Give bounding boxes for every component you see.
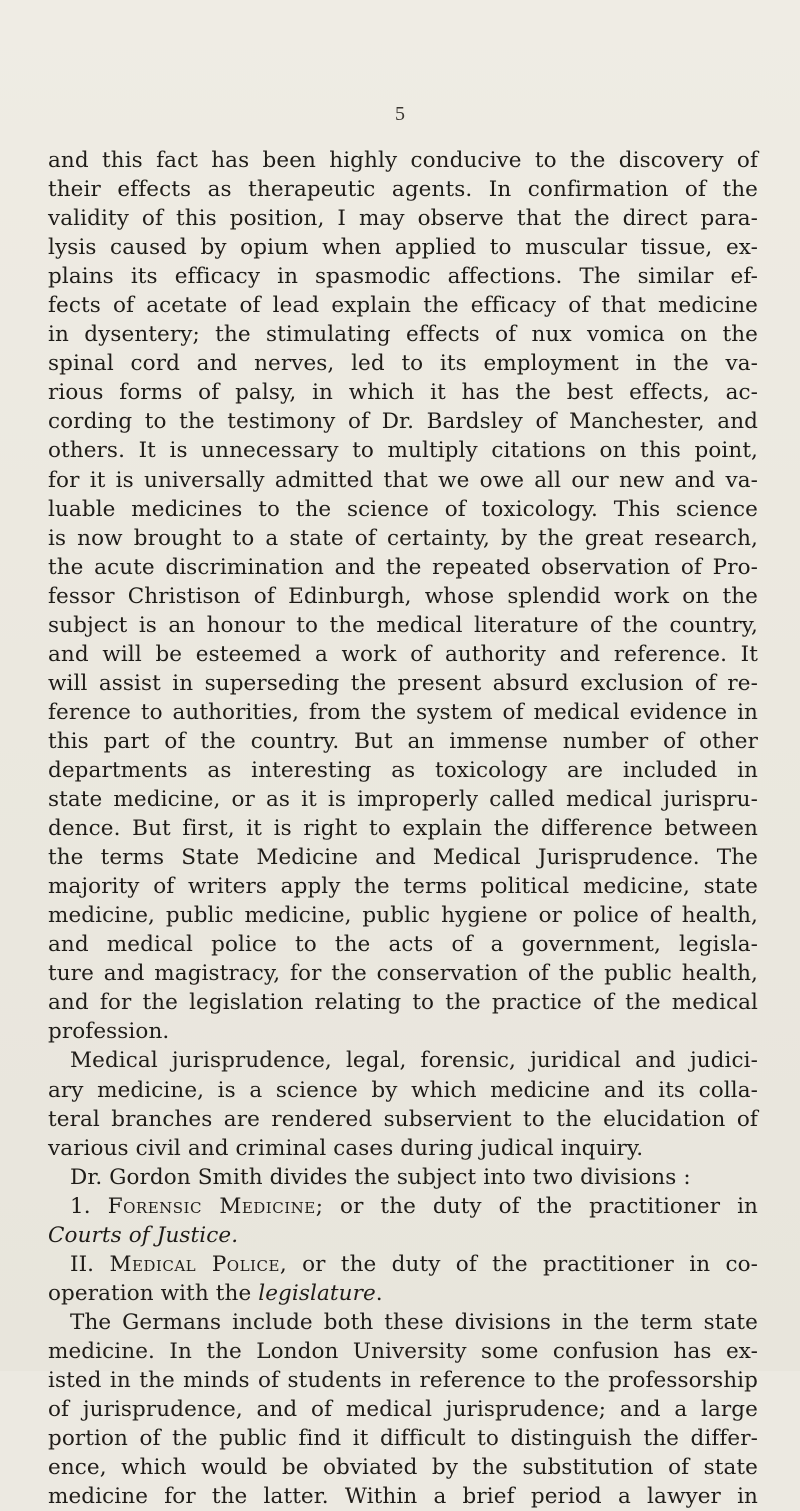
text-line: spinal cord and nerves, led to its employment in the va- [48,351,758,377]
text-line: state medicine, or as it is improperly called medical jurispru- [48,787,758,813]
page-number: 5 [395,103,405,125]
text-line: others. It is unnecessary to multiply citations on this point, [48,438,758,464]
text-line: isted in the minds of students in reference to the professorship [48,1367,758,1393]
text-line: Medical jurisprudence, legal, forensic, juridical and judici- [70,1048,758,1074]
text-line: and will be esteemed a work of authority and reference. It [48,641,758,667]
text-line: fessor Christison of Edinburgh, whose splendid work on the [48,583,758,609]
division-two-line [48,1250,758,1279]
text-line: various civil and criminal cases during judical inquiry. [48,1135,644,1161]
division-one-name: Forensic Medicine [107,1193,316,1219]
division-two-italic: legislature [258,1280,376,1306]
body-text [48,146,758,1511]
text-line: this part of the country. But an immense number of other [48,728,758,754]
division-one-line [48,1192,758,1221]
text-line: Dr. Gordon Smith divides the subject into two divisions : [70,1164,691,1190]
text-line: plains its efficacy in spasmodic affections. The similar ef- [48,264,758,290]
text-line: medicine, public medicine, public hygiene or police of health, [48,903,758,929]
text-line: medicine. In the London University some confusion has ex- [48,1338,758,1364]
text-line: rious forms of palsy, in which it has the best effects, ac- [48,380,758,406]
text-line: The Germans include both these divisions in the term state [70,1309,758,1335]
text-line: the terms State Medicine and Medical Jurisprudence. The [48,845,758,871]
text-line: departments as interesting as toxicology are included in [48,757,758,783]
text-line: profession. [48,1019,170,1045]
text-line: teral branches are rendered subservient to the elucidation of [48,1106,758,1132]
text-line: will assist in superseding the present absurd exclusion of re- [48,670,758,696]
division-two-number: II. [70,1251,95,1277]
text-line: in dysentery; the stimulating effects of nux vomica on the [48,322,758,348]
text-line: subject is an honour to the medical literature of the country, [48,612,758,638]
division-two-suffix: . [375,1280,383,1306]
text-line: for it is universally admitted that we owe all our new and va- [48,467,758,493]
text-line: fects of acetate of lead explain the efficacy of that medicine [48,293,758,319]
text-line: their effects as therapeutic agents. In confirmation of the [48,177,758,203]
text-line: medicine for the latter. Within a brief period a lawyer in [48,1484,758,1510]
text-line: ference to authorities, from the system of medical evidence in [48,699,758,725]
text-line: ture and magistracy, for the conservation of the public health, [48,961,758,987]
text-line: and for the legislation relating to the practice of the medical [48,990,758,1016]
text-line: dence. But first, it is right to explain the difference between [48,816,758,842]
text-line: of jurisprudence, and of medical jurisprudence; and a large [48,1397,758,1423]
division-two-continuation [48,1279,758,1308]
division-one-number: 1. [70,1193,91,1219]
text-line: and this fact has been highly conducive to the discovery of [48,148,758,173]
text-line: majority of writers apply the terms political medicine, state [48,874,758,900]
division-two-prefix: operation with the [48,1280,259,1306]
text-line: lysis caused by opium when applied to muscular tissue, ex- [48,235,758,261]
division-two-name: Medical Police [109,1251,280,1277]
division-two-rest: , or the duty of the practitioner in co- [279,1251,758,1277]
text-line: luable medicines to the science of toxicology. This science [48,496,758,522]
text-line: is now brought to a state of certainty, by the great research, [48,525,758,551]
text-line: portion of the public find it difficult to distinguish the differ- [48,1426,758,1452]
text-line: ary medicine, is a science by which medicine and its colla- [48,1077,758,1103]
text-line: ence, which would be obviated by the substitution of state [48,1455,758,1481]
division-one-rest: ; or the duty of the practitioner in [315,1193,758,1219]
text-line: and medical police to the acts of a government, legisla- [48,932,758,958]
text-line: validity of this position, I may observe that the direct para- [48,206,758,232]
division-one-continuation: Courts of Justice. [48,1222,239,1248]
text-line: cording to the testimony of Dr. Bardsley of Manchester, and [48,409,758,435]
text-line: the acute discrimination and the repeated observation of Pro- [48,554,758,580]
